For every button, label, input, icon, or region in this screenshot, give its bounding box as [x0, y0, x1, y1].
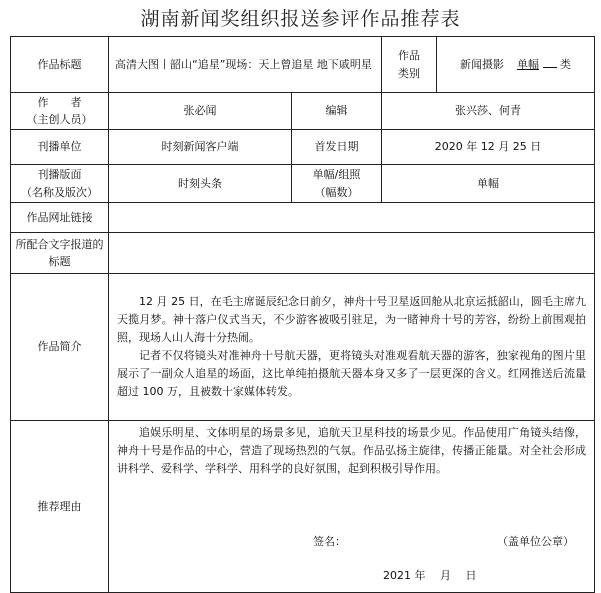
format-value: 单幅 [382, 165, 595, 203]
layout-label: 刊播版面 （名称及版次） [11, 165, 109, 203]
work-title-row [11, 37, 595, 93]
intro-paragraph: 记者不仅将镜头对准神舟十号航天器，更将镜头对准观看航天器的游客，独家视角的图片里展示了一副众人追星的场面，这比单纯拍摄航天器本身又多了一层更深的含义。红网推送后流量超过 100 万，且被数十家媒体转发。 [117, 349, 587, 399]
editor-label: 编辑 [292, 93, 382, 130]
caption-row [11, 233, 595, 274]
intro-label: 作品简介 [11, 274, 109, 421]
reason-row [11, 421, 595, 593]
url-label: 作品网址链接 [11, 203, 109, 233]
editor-value: 张兴莎、何青 [382, 93, 595, 130]
url-row [11, 203, 595, 233]
author-row [11, 93, 595, 130]
publisher-row [11, 130, 595, 165]
date-text: 2021 年 月 日 [383, 569, 477, 582]
format-label: 单幅/组照 （幅数） [292, 165, 382, 203]
signature-row [109, 533, 594, 549]
reason-text: 追娱乐明星、文体明星的场景多见，追航天卫星科技的场景少见。作品使用广角镜头结像，神舟十号是作品的中心，营造了现场热烈的气氛。作品弘扬主旋律，传播正能量。对全社会形成讲科学、爱科学、学科学、用科学的良好氛围，起到积极引导作用。 [117, 426, 587, 476]
seal-text: （盖单位公章） [497, 535, 575, 548]
category-label: 作品 类别 [382, 37, 437, 93]
publisher-value: 时刻新闻客户端 [109, 130, 292, 165]
signature-label: 签名： [313, 535, 346, 548]
page-title: 湖南新闻奖组织报送参评作品推荐表 [140, 8, 461, 30]
category-prefix: 新闻摄影 [460, 57, 505, 71]
intro-row [11, 274, 595, 421]
caption-label: 所配合文字报道的标题 [11, 233, 109, 274]
category-value-cell [437, 37, 595, 93]
first-date-value: 2020 年 12 月 25 日 [382, 130, 595, 165]
recommendation-form-table [10, 36, 595, 593]
layout-row [11, 165, 595, 203]
layout-value: 时刻头条 [109, 165, 292, 203]
publisher-label: 刊播单位 [11, 130, 109, 165]
author-value: 张必闻 [109, 93, 292, 130]
reason-cell [109, 421, 595, 593]
work-title-value: 高清大图丨韶山“追星”现场：天上曾追星 地下戚明星 [109, 37, 382, 93]
intro-paragraph: 12 月 25 日，在毛主席诞辰纪念日前夕，神舟十号卫星返回舱从北京运抵韶山，圆毛主席九天揽月梦。神十落户仪式当天，不少游客被吸引驻足，为一睹神舟十号的芳容，纷纷上前围观拍照，现场人山人海十分热闹。 [117, 294, 587, 344]
reason-label: 推荐理由 [11, 421, 109, 593]
intro-cell [109, 274, 595, 421]
first-date-label: 首发日期 [292, 130, 382, 165]
category-suffix: 类 [560, 57, 572, 71]
work-title-label: 作品标题 [11, 37, 109, 93]
url-value [109, 203, 595, 233]
category-value: 单幅 [517, 57, 540, 71]
caption-value [109, 233, 595, 274]
author-label: 作 者 （主创人员） [11, 93, 109, 130]
